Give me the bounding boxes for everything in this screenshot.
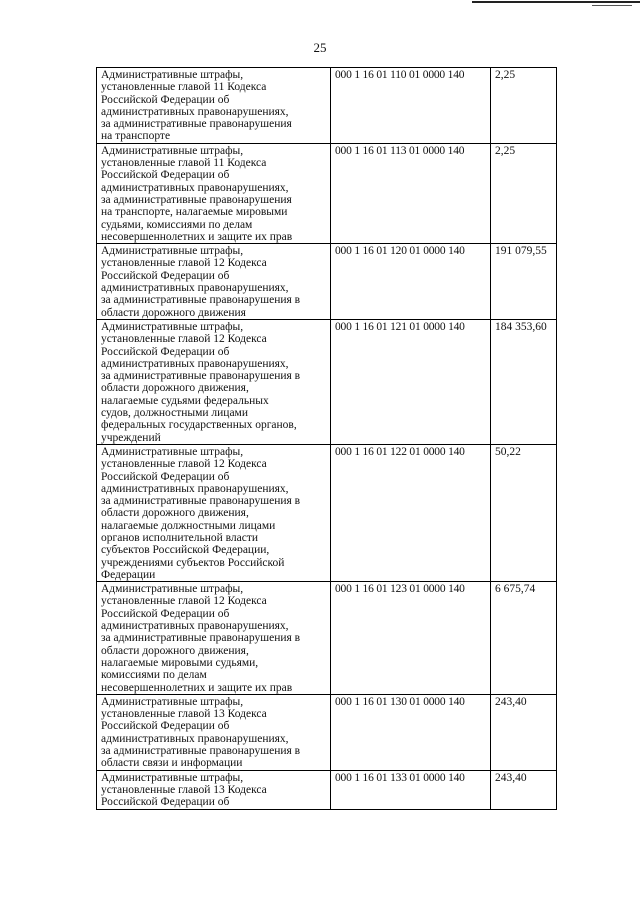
fine-amount: 2,25	[491, 68, 557, 144]
budget-code: 000 1 16 01 133 01 0000 140	[331, 770, 491, 809]
fine-description: Административные штрафы, установленные главой 13 Кодекса Российской Федерации об административных правонарушениях, за административные правонарушения в области связи и информации	[97, 694, 331, 770]
budget-code: 000 1 16 01 121 01 0000 140	[331, 319, 491, 444]
table-row	[97, 143, 557, 243]
table-row	[97, 444, 557, 581]
budget-code: 000 1 16 01 123 01 0000 140	[331, 582, 491, 695]
table-row	[97, 244, 557, 320]
fine-amount: 50,22	[491, 444, 557, 581]
table-row	[97, 770, 557, 809]
budget-code: 000 1 16 01 130 01 0000 140	[331, 694, 491, 770]
fine-amount: 2,25	[491, 143, 557, 243]
scan-artifact	[472, 1, 640, 3]
budget-code: 000 1 16 01 120 01 0000 140	[331, 244, 491, 320]
fine-description: Административные штрафы, установленные главой 13 Кодекса Российской Федерации об	[97, 770, 331, 809]
page-number: 25	[313, 40, 327, 55]
fine-amount: 243,40	[491, 694, 557, 770]
fine-description: Административные штрафы, установленные главой 12 Кодекса Российской Федерации об административных правонарушениях, за административные правонарушения в области дорожного движения, налагаемые должностными лицами органов исполнительной власти субъектов Российской Федерации, учреждениями субъектов Российской Федерации	[97, 444, 331, 581]
fine-description: Административные штрафы, установленные главой 11 Кодекса Российской Федерации об административных правонарушениях, за административные правонарушения на транспорте, налагаемые мировыми судьями, комиссиями по делам несовершеннолетних и защите их прав	[97, 143, 331, 243]
fine-amount: 6 675,74	[491, 582, 557, 695]
fines-table	[96, 67, 557, 810]
table-row	[97, 319, 557, 444]
budget-code: 000 1 16 01 113 01 0000 140	[331, 143, 491, 243]
budget-code: 000 1 16 01 122 01 0000 140	[331, 444, 491, 581]
table-row	[97, 68, 557, 144]
fine-amount: 191 079,55	[491, 244, 557, 320]
fine-description: Административные штрафы, установленные главой 12 Кодекса Российской Федерации об административных правонарушениях, за административные правонарушения в области дорожного движения	[97, 244, 331, 320]
table-row	[97, 694, 557, 770]
scan-artifact	[592, 5, 632, 6]
budget-code: 000 1 16 01 110 01 0000 140	[331, 68, 491, 144]
fine-description: Административные штрафы, установленные главой 12 Кодекса Российской Федерации об административных правонарушениях, за административные правонарушения в области дорожного движения, налагаемые судьями федеральных судов, должностными лицами федеральных государственных органов, учреждений	[97, 319, 331, 444]
fine-description: Административные штрафы, установленные главой 12 Кодекса Российской Федерации об административных правонарушениях, за административные правонарушения в области дорожного движения, налагаемые мировыми судьями, комиссиями по делам несовершеннолетних и защите их прав	[97, 582, 331, 695]
fine-description: Административные штрафы, установленные главой 11 Кодекса Российской Федерации об административных правонарушениях, за административные правонарушения на транспорте	[97, 68, 331, 144]
table-row	[97, 582, 557, 695]
fine-amount: 184 353,60	[491, 319, 557, 444]
fine-amount: 243,40	[491, 770, 557, 809]
